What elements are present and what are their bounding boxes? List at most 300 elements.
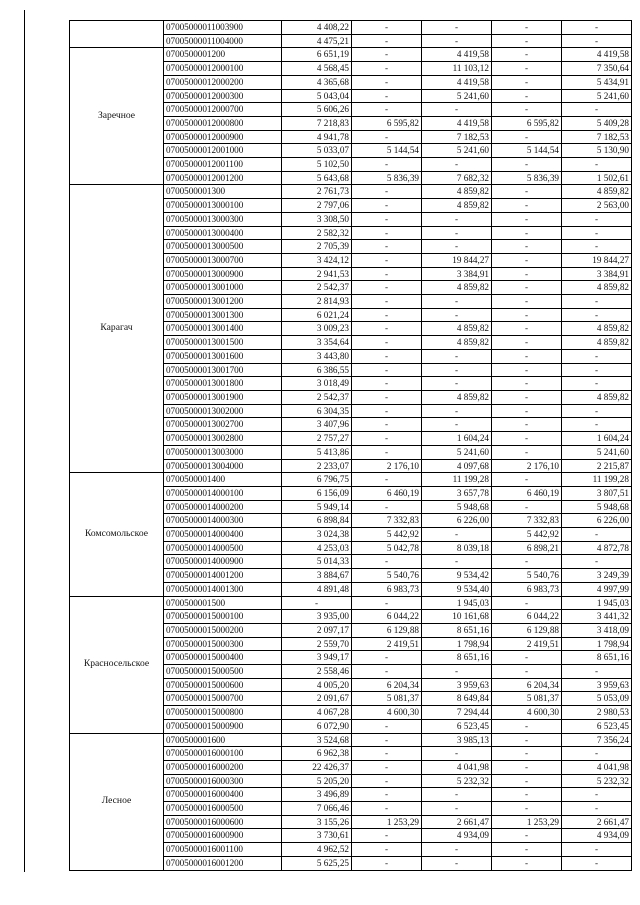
value-cell-col-3: - — [422, 363, 492, 377]
value-cell-col-3: 4 419,58 — [422, 75, 492, 89]
value-cell-col-2: - — [352, 445, 422, 459]
value-cell-col-3: 5 241,60 — [422, 445, 492, 459]
value-cell-col-1: 5 102,50 — [282, 158, 352, 172]
cadastral-code-cell: 0700500001400 — [164, 473, 282, 487]
value-cell-col-1: 4 962,52 — [282, 843, 352, 857]
value-cell-col-5: - — [562, 788, 632, 802]
value-cell-col-4: - — [492, 473, 562, 487]
value-cell-col-3: 4 097,68 — [422, 459, 492, 473]
value-cell-col-1: 6 386,55 — [282, 363, 352, 377]
value-cell-col-4: 6 204,34 — [492, 678, 562, 692]
value-cell-col-3: 5 241,60 — [422, 89, 492, 103]
value-cell-col-2: 5 836,39 — [352, 171, 422, 185]
value-cell-col-3: - — [422, 843, 492, 857]
value-cell-col-1: 6 962,38 — [282, 747, 352, 761]
value-cell-col-3: 9 534,42 — [422, 569, 492, 583]
value-cell-col-3: 4 859,82 — [422, 322, 492, 336]
cadastral-code-cell: 07005000016000600 — [164, 815, 282, 829]
value-cell-col-5: 4 859,82 — [562, 336, 632, 350]
value-cell-col-2: 1 253,29 — [352, 815, 422, 829]
value-cell-col-3: 7 682,32 — [422, 171, 492, 185]
value-cell-col-4: 6 595,82 — [492, 116, 562, 130]
cadastral-code-cell: 07005000014001300 — [164, 582, 282, 596]
value-cell-col-3: - — [422, 747, 492, 761]
cadastral-code-cell: 07005000014000900 — [164, 555, 282, 569]
cadastral-code-cell: 07005000012001100 — [164, 158, 282, 172]
value-cell-col-2: - — [352, 34, 422, 48]
value-cell-col-5: 2 215,87 — [562, 459, 632, 473]
value-cell-col-2: - — [352, 308, 422, 322]
value-cell-col-3: - — [422, 21, 492, 35]
value-cell-col-4: - — [492, 253, 562, 267]
cadastral-code-cell: 07005000013003000 — [164, 445, 282, 459]
value-cell-col-5: 5 409,28 — [562, 116, 632, 130]
value-cell-col-1: 4 568,45 — [282, 62, 352, 76]
cadastral-code-cell: 07005000013001200 — [164, 295, 282, 309]
value-cell-col-2: - — [352, 377, 422, 391]
cadastral-code-cell: 07005000015000700 — [164, 692, 282, 706]
value-cell-col-2: 5 081,37 — [352, 692, 422, 706]
value-cell-col-2: 6 983,73 — [352, 582, 422, 596]
value-cell-col-2: - — [352, 349, 422, 363]
value-cell-col-3: 7 294,44 — [422, 706, 492, 720]
value-cell-col-2: 6 204,34 — [352, 678, 422, 692]
value-cell-col-3: - — [422, 418, 492, 432]
value-cell-col-4: - — [492, 802, 562, 816]
value-cell-col-1: 5 643,68 — [282, 171, 352, 185]
settlement-name — [70, 21, 164, 48]
value-cell-col-1: - — [282, 596, 352, 610]
value-cell-col-3: 7 182,53 — [422, 130, 492, 144]
value-cell-col-3: 6 523,45 — [422, 719, 492, 733]
value-cell-col-5: 2 563,00 — [562, 199, 632, 213]
value-cell-col-1: 3 730,61 — [282, 829, 352, 843]
value-cell-col-3: 9 534,40 — [422, 582, 492, 596]
value-cell-col-2: 5 442,92 — [352, 528, 422, 542]
cadastral-code-cell: 07005000015000300 — [164, 637, 282, 651]
value-cell-col-1: 6 072,90 — [282, 719, 352, 733]
value-cell-col-4: - — [492, 21, 562, 35]
cadastral-code-cell: 07005000013000500 — [164, 240, 282, 254]
cadastral-code-cell: 07005000013000300 — [164, 212, 282, 226]
value-cell-col-5: 5 053,09 — [562, 692, 632, 706]
value-cell-col-2: - — [352, 48, 422, 62]
value-cell-col-3: 3 959,63 — [422, 678, 492, 692]
value-cell-col-2: 6 044,22 — [352, 610, 422, 624]
value-cell-col-5: 7 356,24 — [562, 733, 632, 747]
value-cell-col-3: - — [422, 308, 492, 322]
cadastral-code-cell: 07005000013001000 — [164, 281, 282, 295]
value-cell-col-3: 4 859,82 — [422, 390, 492, 404]
value-cell-col-1: 7 066,46 — [282, 802, 352, 816]
cadastral-code-cell: 07005000013002800 — [164, 432, 282, 446]
value-cell-col-2: - — [352, 747, 422, 761]
value-cell-col-4: - — [492, 158, 562, 172]
value-cell-col-1: 2 941,53 — [282, 267, 352, 281]
value-cell-col-1: 2 558,46 — [282, 665, 352, 679]
value-cell-col-3: - — [422, 377, 492, 391]
value-cell-col-5: - — [562, 856, 632, 870]
value-cell-col-5: - — [562, 240, 632, 254]
value-cell-col-1: 22 426,37 — [282, 760, 352, 774]
value-cell-col-2: - — [352, 788, 422, 802]
cadastral-code-cell: 07005000012000100 — [164, 62, 282, 76]
value-cell-col-4: 6 044,22 — [492, 610, 562, 624]
table-row — [70, 185, 632, 199]
value-cell-col-1: 5 014,33 — [282, 555, 352, 569]
value-cell-col-1: 6 796,75 — [282, 473, 352, 487]
cadastral-code-cell: 0700500001200 — [164, 48, 282, 62]
value-cell-col-4: - — [492, 75, 562, 89]
value-cell-col-2: - — [352, 733, 422, 747]
value-cell-col-5: 5 948,68 — [562, 500, 632, 514]
value-cell-col-1: 3 496,89 — [282, 788, 352, 802]
value-cell-col-2: 5 540,76 — [352, 569, 422, 583]
value-cell-col-5: - — [562, 308, 632, 322]
value-cell-col-3: - — [422, 528, 492, 542]
table-row — [70, 21, 632, 35]
cadastral-code-cell: 07005000013004000 — [164, 459, 282, 473]
value-cell-col-3: - — [422, 295, 492, 309]
value-cell-col-2: - — [352, 760, 422, 774]
cadastral-code-cell: 07005000013000100 — [164, 199, 282, 213]
table-row — [70, 733, 632, 747]
value-cell-col-3: 8 651,16 — [422, 623, 492, 637]
value-cell-col-3: 4 934,09 — [422, 829, 492, 843]
cadastral-code-cell: 07005000012001200 — [164, 171, 282, 185]
table-body — [70, 21, 632, 871]
cadastral-code-cell: 07005000013001800 — [164, 377, 282, 391]
value-cell-col-1: 5 033,07 — [282, 144, 352, 158]
value-cell-col-1: 2 757,27 — [282, 432, 352, 446]
value-cell-col-2: - — [352, 432, 422, 446]
value-cell-col-1: 4 941,78 — [282, 130, 352, 144]
value-cell-col-1: 3 884,67 — [282, 569, 352, 583]
value-cell-col-2: - — [352, 62, 422, 76]
value-cell-col-1: 6 304,35 — [282, 404, 352, 418]
cadastral-code-cell: 07005000016001200 — [164, 856, 282, 870]
value-cell-col-3: - — [422, 158, 492, 172]
value-cell-col-1: 4 253,03 — [282, 541, 352, 555]
value-cell-col-2: 6 460,19 — [352, 486, 422, 500]
value-cell-col-4: - — [492, 390, 562, 404]
value-cell-col-2: - — [352, 103, 422, 117]
value-cell-col-2: - — [352, 555, 422, 569]
value-cell-col-5: 4 419,58 — [562, 48, 632, 62]
value-cell-col-1: 5 625,25 — [282, 856, 352, 870]
cadastral-code-cell: 07005000013002700 — [164, 418, 282, 432]
value-cell-col-4: 6 898,21 — [492, 541, 562, 555]
cadastral-code-cell: 07005000013002000 — [164, 404, 282, 418]
value-cell-col-5: 19 844,27 — [562, 253, 632, 267]
value-cell-col-2: - — [352, 185, 422, 199]
value-cell-col-1: 2 814,93 — [282, 295, 352, 309]
value-cell-col-5: - — [562, 349, 632, 363]
value-cell-col-5: 4 997,99 — [562, 582, 632, 596]
value-cell-col-4: - — [492, 48, 562, 62]
value-cell-col-4: - — [492, 336, 562, 350]
value-cell-col-3: 4 859,82 — [422, 336, 492, 350]
value-cell-col-2: 2 419,51 — [352, 637, 422, 651]
cadastral-code-cell: 07005000013001600 — [164, 349, 282, 363]
value-cell-col-5: - — [562, 802, 632, 816]
value-cell-col-4: - — [492, 432, 562, 446]
value-cell-col-3: - — [422, 555, 492, 569]
value-cell-col-2: - — [352, 802, 422, 816]
value-cell-col-3: 3 985,13 — [422, 733, 492, 747]
value-cell-col-4: - — [492, 418, 562, 432]
value-cell-col-4: - — [492, 719, 562, 733]
value-cell-col-1: 3 407,96 — [282, 418, 352, 432]
cadastral-code-cell: 07005000015000900 — [164, 719, 282, 733]
value-cell-col-4: - — [492, 377, 562, 391]
cadastral-code-cell: 07005000013001900 — [164, 390, 282, 404]
value-cell-col-2: - — [352, 829, 422, 843]
value-cell-col-4: - — [492, 500, 562, 514]
value-cell-col-1: 2 582,32 — [282, 226, 352, 240]
settlement-name: Лесное — [70, 733, 164, 870]
value-cell-col-4: - — [492, 747, 562, 761]
value-cell-col-4: - — [492, 733, 562, 747]
value-cell-col-3: - — [422, 665, 492, 679]
cadastral-code-cell: 07005000016000500 — [164, 802, 282, 816]
value-cell-col-4: - — [492, 651, 562, 665]
cadastral-code-cell: 07005000012001000 — [164, 144, 282, 158]
value-cell-col-4: - — [492, 856, 562, 870]
cadastral-code-cell: 07005000016000100 — [164, 747, 282, 761]
value-cell-col-3: 1 604,24 — [422, 432, 492, 446]
value-cell-col-5: - — [562, 363, 632, 377]
value-cell-col-4: - — [492, 103, 562, 117]
value-cell-col-3: 8 651,16 — [422, 651, 492, 665]
value-cell-col-3: 1 945,03 — [422, 596, 492, 610]
value-cell-col-5: 4 859,82 — [562, 281, 632, 295]
value-cell-col-4: - — [492, 267, 562, 281]
value-cell-col-1: 4 475,21 — [282, 34, 352, 48]
value-cell-col-4: 5 442,92 — [492, 528, 562, 542]
value-cell-col-2: - — [352, 404, 422, 418]
value-cell-col-2: - — [352, 473, 422, 487]
value-cell-col-1: 6 156,09 — [282, 486, 352, 500]
value-cell-col-2: - — [352, 665, 422, 679]
value-cell-col-3: 5 241,60 — [422, 144, 492, 158]
value-cell-col-2: 7 332,83 — [352, 514, 422, 528]
cadastral-code-cell: 07005000016001100 — [164, 843, 282, 857]
value-cell-col-2: - — [352, 199, 422, 213]
settlement-name: Комсомольское — [70, 473, 164, 596]
value-cell-col-4: 4 600,30 — [492, 706, 562, 720]
value-cell-col-1: 6 021,24 — [282, 308, 352, 322]
value-cell-col-5: 8 651,16 — [562, 651, 632, 665]
value-cell-col-1: 4 408,22 — [282, 21, 352, 35]
value-cell-col-2: 6 129,88 — [352, 623, 422, 637]
cadastral-code-cell: 07005000013000700 — [164, 253, 282, 267]
value-cell-col-5: 5 130,90 — [562, 144, 632, 158]
value-cell-col-2: - — [352, 774, 422, 788]
cadastral-code-cell: 07005000012000300 — [164, 89, 282, 103]
value-cell-col-2: - — [352, 130, 422, 144]
value-cell-col-5: 4 872,78 — [562, 541, 632, 555]
value-cell-col-3: 4 419,58 — [422, 48, 492, 62]
value-cell-col-2: - — [352, 281, 422, 295]
value-cell-col-5: 6 523,45 — [562, 719, 632, 733]
value-cell-col-3: 4 859,82 — [422, 199, 492, 213]
value-cell-col-1: 7 218,83 — [282, 116, 352, 130]
value-cell-col-4: - — [492, 212, 562, 226]
value-cell-col-4: - — [492, 829, 562, 843]
value-cell-col-2: - — [352, 267, 422, 281]
value-cell-col-1: 2 091,67 — [282, 692, 352, 706]
value-cell-col-5: - — [562, 843, 632, 857]
cadastral-code-cell: 07005000011004000 — [164, 34, 282, 48]
value-cell-col-1: 4 891,48 — [282, 582, 352, 596]
value-cell-col-4: 2 176,10 — [492, 459, 562, 473]
value-cell-col-1: 6 651,19 — [282, 48, 352, 62]
value-cell-col-5: 1 502,61 — [562, 171, 632, 185]
value-cell-col-2: - — [352, 418, 422, 432]
value-cell-col-4: - — [492, 322, 562, 336]
value-cell-col-1: 3 024,38 — [282, 528, 352, 542]
value-cell-col-5: - — [562, 295, 632, 309]
value-cell-col-1: 5 949,14 — [282, 500, 352, 514]
value-cell-col-3: - — [422, 404, 492, 418]
value-cell-col-2: 6 595,82 — [352, 116, 422, 130]
value-cell-col-3: - — [422, 349, 492, 363]
value-cell-col-4: 6 983,73 — [492, 582, 562, 596]
value-cell-col-4: - — [492, 404, 562, 418]
value-cell-col-5: - — [562, 226, 632, 240]
value-cell-col-5: 4 859,82 — [562, 185, 632, 199]
value-cell-col-5: - — [562, 747, 632, 761]
value-cell-col-2: - — [352, 500, 422, 514]
cadastral-code-cell: 07005000013000400 — [164, 226, 282, 240]
value-cell-col-1: 3 308,50 — [282, 212, 352, 226]
value-cell-col-3: - — [422, 788, 492, 802]
cadastral-code-cell: 07005000013001400 — [164, 322, 282, 336]
value-cell-col-4: - — [492, 62, 562, 76]
value-cell-col-2: - — [352, 21, 422, 35]
cadastral-code-cell: 07005000012000800 — [164, 116, 282, 130]
value-cell-col-1: 4 067,28 — [282, 706, 352, 720]
value-cell-col-4: - — [492, 363, 562, 377]
value-cell-col-2: - — [352, 596, 422, 610]
value-cell-col-1: 3 354,64 — [282, 336, 352, 350]
cadastral-code-cell: 07005000014000400 — [164, 528, 282, 542]
value-cell-col-4: - — [492, 843, 562, 857]
value-cell-col-5: 3 384,91 — [562, 267, 632, 281]
value-cell-col-3: 4 859,82 — [422, 281, 492, 295]
value-cell-col-4: - — [492, 89, 562, 103]
value-cell-col-5: 5 241,60 — [562, 445, 632, 459]
value-cell-col-1: 3 424,12 — [282, 253, 352, 267]
price-table — [69, 20, 632, 871]
value-cell-col-4: - — [492, 596, 562, 610]
value-cell-col-5: 2 980,53 — [562, 706, 632, 720]
value-cell-col-4: - — [492, 130, 562, 144]
value-cell-col-3: 11 103,12 — [422, 62, 492, 76]
value-cell-col-5: - — [562, 21, 632, 35]
cadastral-code-cell: 07005000012000900 — [164, 130, 282, 144]
value-cell-col-3: 4 859,82 — [422, 185, 492, 199]
value-cell-col-3: 5 948,68 — [422, 500, 492, 514]
value-cell-col-2: - — [352, 158, 422, 172]
value-cell-col-1: 5 205,20 — [282, 774, 352, 788]
value-cell-col-5: - — [562, 212, 632, 226]
left-margin-rule — [24, 10, 25, 872]
value-cell-col-2: - — [352, 856, 422, 870]
value-cell-col-4: - — [492, 199, 562, 213]
value-cell-col-4: 5 144,54 — [492, 144, 562, 158]
value-cell-col-3: 1 798,94 — [422, 637, 492, 651]
value-cell-col-2: - — [352, 253, 422, 267]
value-cell-col-3: - — [422, 226, 492, 240]
value-cell-col-1: 2 559,70 — [282, 637, 352, 651]
value-cell-col-4: - — [492, 760, 562, 774]
value-cell-col-4: 5 081,37 — [492, 692, 562, 706]
value-cell-col-2: 4 600,30 — [352, 706, 422, 720]
value-cell-col-4: - — [492, 445, 562, 459]
value-cell-col-4: 7 332,83 — [492, 514, 562, 528]
value-cell-col-4: - — [492, 555, 562, 569]
cadastral-code-cell: 07005000015000400 — [164, 651, 282, 665]
cadastral-code-cell: 07005000014000200 — [164, 500, 282, 514]
value-cell-col-4: - — [492, 774, 562, 788]
value-cell-col-2: - — [352, 226, 422, 240]
value-cell-col-3: 8 039,18 — [422, 541, 492, 555]
settlement-name: Заречное — [70, 48, 164, 185]
value-cell-col-5: 4 934,09 — [562, 829, 632, 843]
cadastral-code-cell: 07005000014000300 — [164, 514, 282, 528]
value-cell-col-1: 5 606,26 — [282, 103, 352, 117]
value-cell-col-2: - — [352, 240, 422, 254]
value-cell-col-4: - — [492, 308, 562, 322]
cadastral-code-cell: 07005000014001200 — [164, 569, 282, 583]
value-cell-col-5: 5 241,60 — [562, 89, 632, 103]
value-cell-col-2: - — [352, 75, 422, 89]
value-cell-col-3: 5 232,32 — [422, 774, 492, 788]
value-cell-col-3: - — [422, 34, 492, 48]
value-cell-col-3: - — [422, 802, 492, 816]
settlement-name: Красносельское — [70, 596, 164, 733]
value-cell-col-5: 5 434,91 — [562, 75, 632, 89]
value-cell-col-4: - — [492, 349, 562, 363]
value-cell-col-3: 4 041,98 — [422, 760, 492, 774]
value-cell-col-5: 1 604,24 — [562, 432, 632, 446]
value-cell-col-4: - — [492, 295, 562, 309]
cadastral-code-cell: 07005000016000400 — [164, 788, 282, 802]
value-cell-col-2: 5 144,54 — [352, 144, 422, 158]
value-cell-col-4: - — [492, 788, 562, 802]
value-cell-col-1: 2 233,07 — [282, 459, 352, 473]
cadastral-code-cell: 07005000015000500 — [164, 665, 282, 679]
value-cell-col-1: 3 443,80 — [282, 349, 352, 363]
table-row — [70, 473, 632, 487]
settlement-name: Карагач — [70, 185, 164, 473]
value-cell-col-4: 5 540,76 — [492, 569, 562, 583]
value-cell-col-2: - — [352, 295, 422, 309]
value-cell-col-5: 1 945,03 — [562, 596, 632, 610]
value-cell-col-3: - — [422, 212, 492, 226]
value-cell-col-3: 4 419,58 — [422, 116, 492, 130]
cadastral-code-cell: 07005000012000200 — [164, 75, 282, 89]
value-cell-col-1: 2 542,37 — [282, 281, 352, 295]
value-cell-col-4: 1 253,29 — [492, 815, 562, 829]
value-cell-col-3: - — [422, 856, 492, 870]
value-cell-col-3: 3 384,91 — [422, 267, 492, 281]
value-cell-col-1: 4 365,68 — [282, 75, 352, 89]
value-cell-col-5: 5 232,32 — [562, 774, 632, 788]
table-row — [70, 596, 632, 610]
